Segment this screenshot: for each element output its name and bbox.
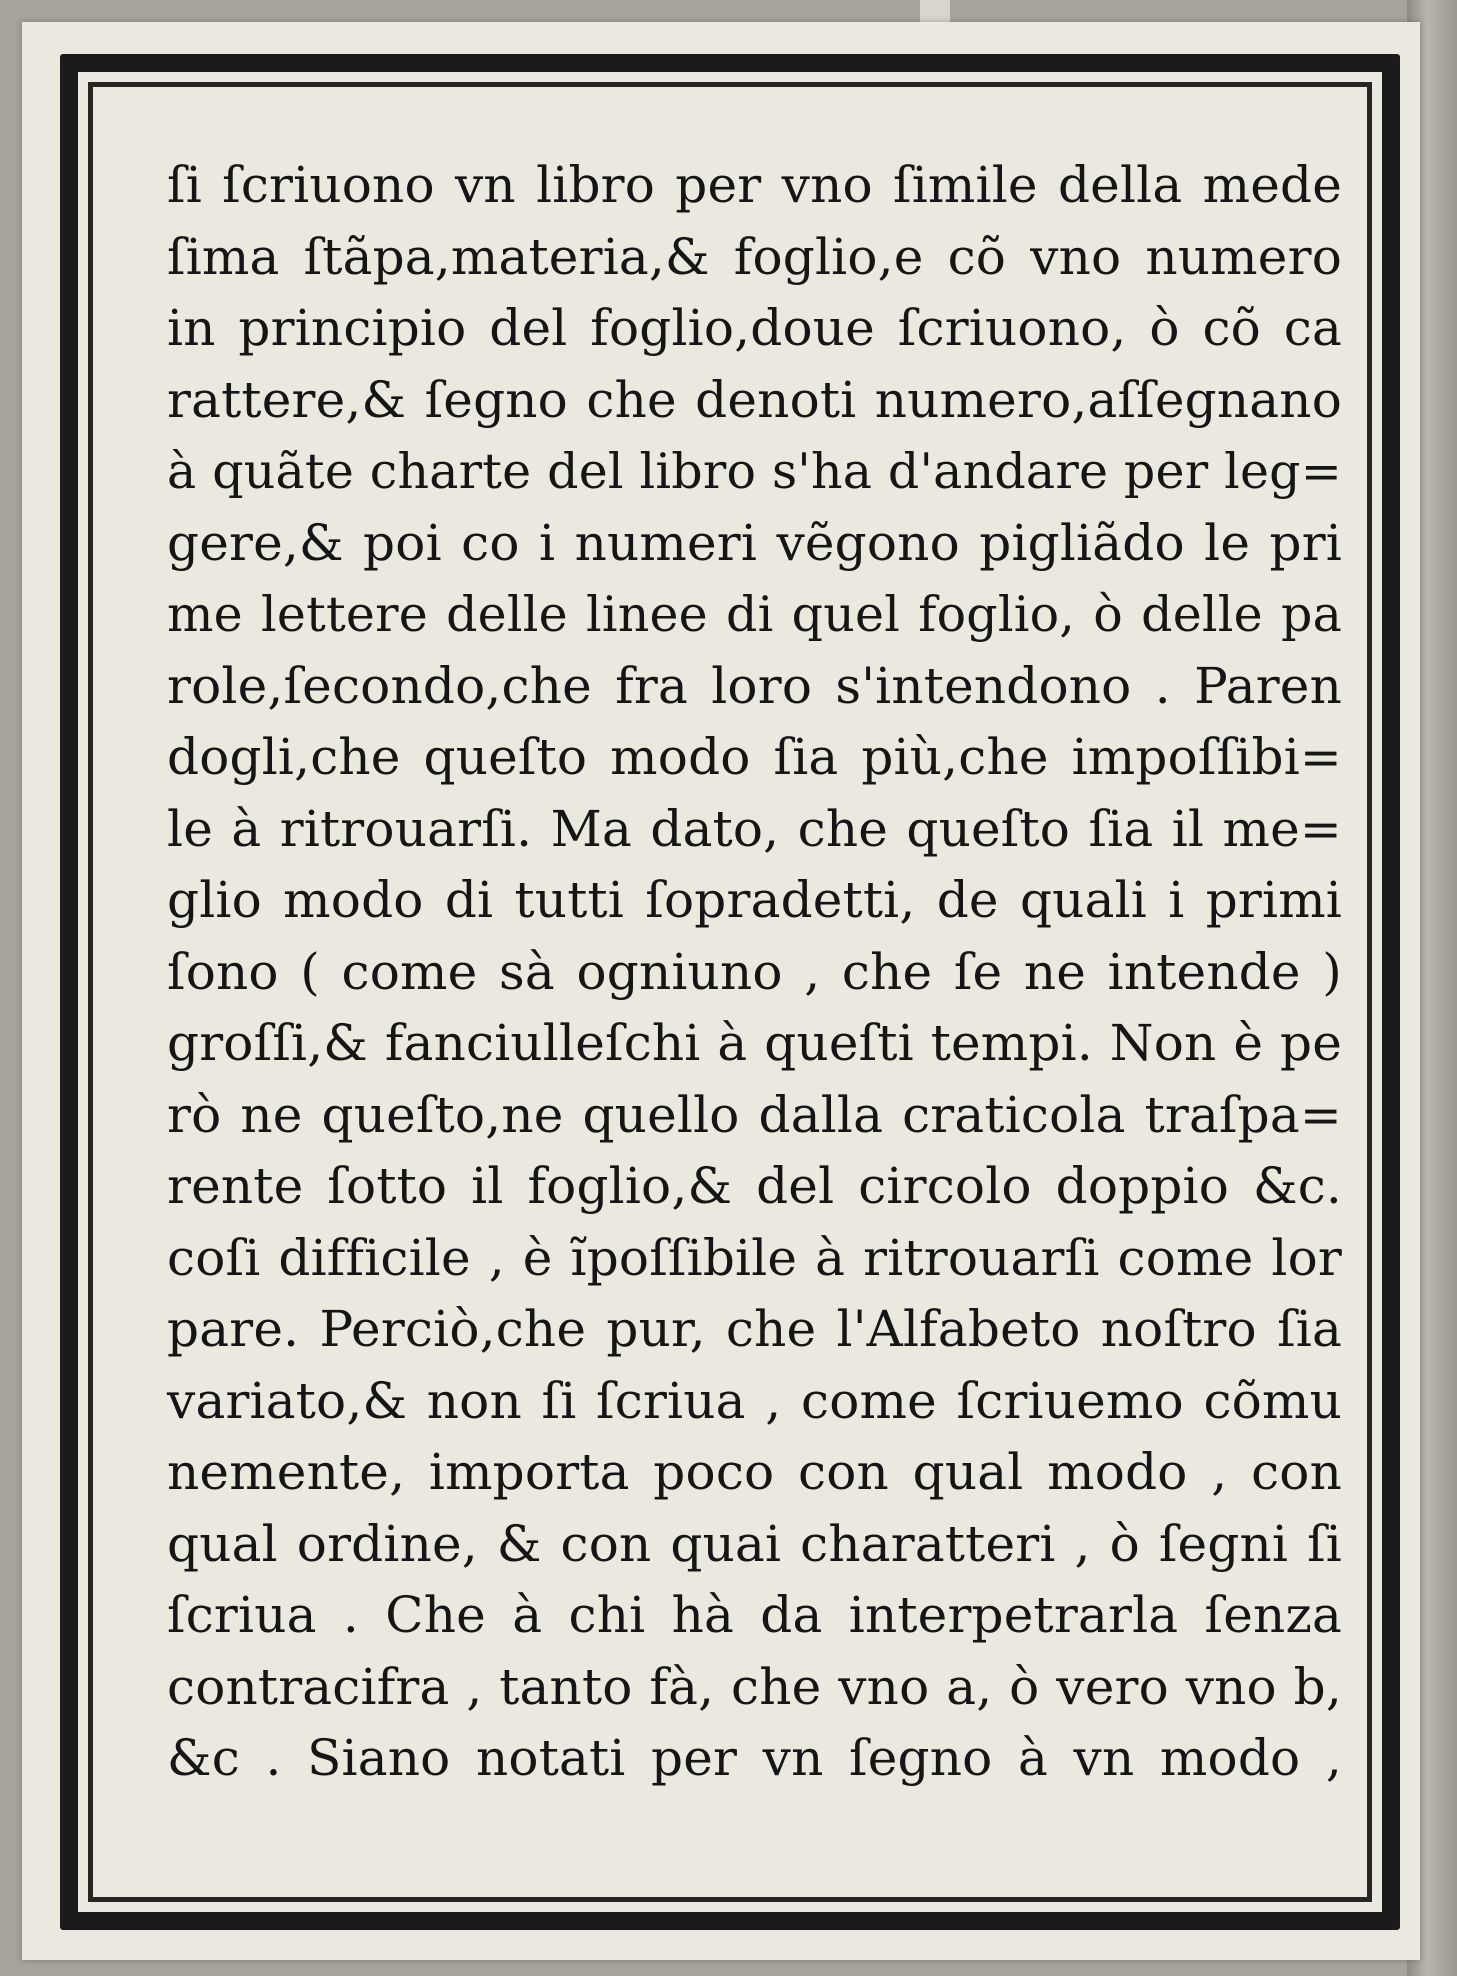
text-line: à quãte charte del libro s'ha d'andare per leg= <box>167 443 1342 500</box>
text-line: contracifra , tanto fà, che vno a, ò vero vno b, <box>167 1657 1342 1716</box>
text-line: le à ritrouarſi. Ma dato, che queſto ſia il me= <box>167 799 1342 858</box>
text-line: &c . Siano notati per vn ſegno à vn modo , <box>167 1729 1342 1787</box>
text-line: ſi ſcriuono vn libro per vno ſimile della mede <box>167 156 1342 214</box>
text-line: rò ne queſto,ne quello dalla craticola traſpa= <box>167 1085 1342 1144</box>
text-line: ſima ſtãpa,materia,& foglio,e cõ vno numero <box>167 227 1342 286</box>
text-line: nemente, importa poco con qual modo , con <box>167 1443 1342 1501</box>
text-line: coſi difficile , è ĩpoſſibile à ritrouarſi come lor <box>167 1228 1342 1287</box>
text-line: dogli,che queſto modo ſia più,che impoſſibi= <box>167 728 1342 786</box>
text-line: ſono ( come sà ogniuno , che ſe ne intende ) <box>167 942 1342 1001</box>
text-line: in principio del foglio,doue ſcriuono, ò cõ ca <box>167 299 1342 357</box>
text-line: gere,& poi co i numeri vẽgono pigliãdo le pri <box>167 513 1342 572</box>
text-line: groſſi,& fanciulleſchi à queſti tempi. Non è pe <box>167 1014 1342 1072</box>
text-line: variato,& non ſi ſcriua , come ſcriuemo cõmu <box>167 1371 1342 1430</box>
text-line: me lettere delle linee di quel foglio, ò delle pa <box>167 586 1342 643</box>
text-line: qual ordine, & con quai charatteri , ò ſegni ſi <box>167 1514 1342 1573</box>
text-line: glio modo di tutti ſopradetti, de quali i primi <box>167 871 1342 929</box>
text-line: role,ſecondo,che fra loro s'intendono . Paren <box>167 656 1342 715</box>
text-line: ſcriua . Che à chi hà da interpetrarla ſenza <box>167 1586 1342 1644</box>
text-line: rente ſotto il foglio,& del circolo doppio &c. <box>167 1157 1342 1215</box>
printed-page <box>22 22 1420 1960</box>
text-line: pare. Perciò,che pur, che l'Alfabeto noſtro ſia <box>167 1300 1342 1358</box>
text-line: rattere,& ſegno che denoti numero,aſſegnano <box>167 370 1342 429</box>
text-block <box>167 150 1342 1850</box>
